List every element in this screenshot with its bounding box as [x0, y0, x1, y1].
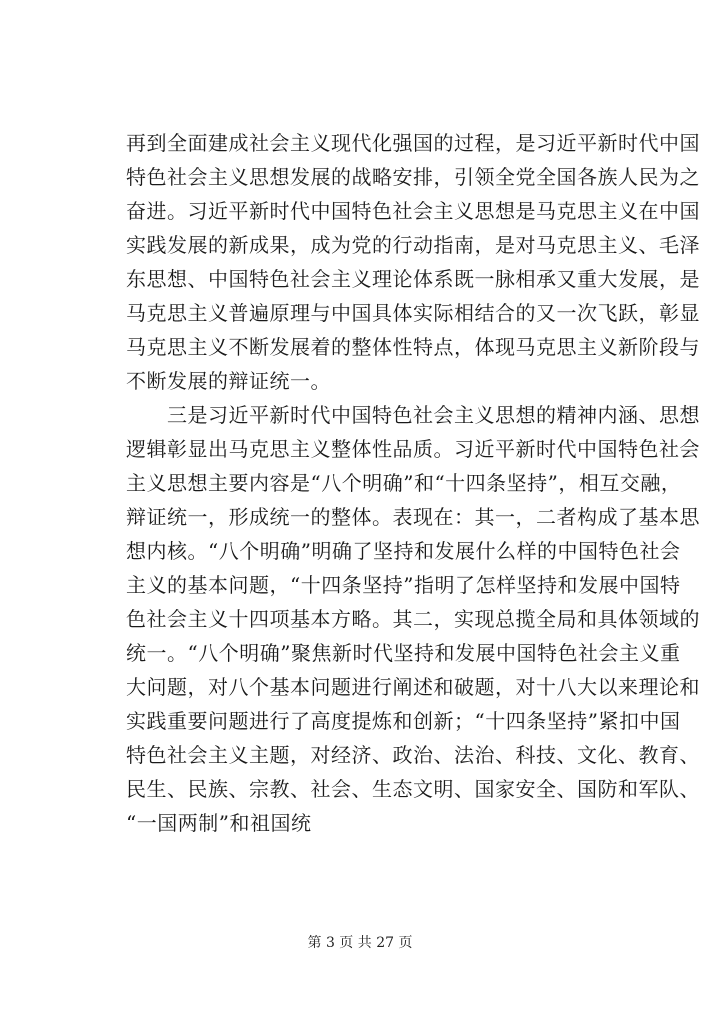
text-line: 主义思想主要内容是“八个明确”和“十四条坚持”，相互交融，: [126, 471, 682, 495]
text-line: 大问题，对八个基本问题进行阐述和破题，对十八大以来理论和: [126, 675, 700, 699]
text-line: 实践重要问题进行了高度提炼和创新；“十四条坚持”紧扣中国: [126, 709, 681, 733]
text-line: 主义的基本问题，“十四条坚持”指明了怎样坚持和发展中国特: [126, 573, 681, 597]
text-line: 统一。“八个明确”聚焦新时代坚持和发展中国特色社会主义重: [126, 641, 681, 665]
text-line: 马克思主义普遍原理与中国具体实际相结合的又一次飞跃，彰显: [126, 301, 700, 325]
text-line: 实践发展的新成果，成为党的行动指南，是对马克思主义、毛泽: [126, 233, 700, 257]
text-line: 辩证统一，形成统一的整体。表现在：其一，二者构成了基本思: [126, 505, 700, 529]
text-line: 想内核。“八个明确”明确了坚持和发展什么样的中国特色社会: [126, 539, 681, 563]
text-line: 马克思主义不断发展着的整体性特点，体现马克思主义新阶段与: [126, 335, 700, 359]
text-line: 色社会主义十四项基本方略。其二，实现总揽全局和具体领域的: [126, 607, 700, 631]
text-line: 三是习近平新时代中国特色社会主义思想的精神内涵、思想: [126, 403, 700, 427]
text-line: “一国两制”和祖国统: [126, 811, 312, 835]
text-line: 奋进。习近平新时代中国特色社会主义思想是马克思主义在中国: [126, 199, 700, 223]
text-line: 特色社会主义主题，对经济、政治、法治、科技、文化、教育、: [126, 743, 700, 767]
text-line: 逻辑彰显出马克思主义整体性品质。习近平新时代中国特色社会: [126, 437, 700, 461]
page-number-footer: 第 3 页 共 27 页: [307, 935, 413, 951]
text-line: 再到全面建成社会主义现代化强国的过程，是习近平新时代中国: [126, 131, 700, 155]
text-line: 民生、民族、宗教、社会、生态文明、国家安全、国防和军队、: [126, 777, 700, 801]
text-line: 特色社会主义思想发展的战略安排，引领全党全国各族人民为之: [126, 165, 700, 189]
text-line: 东思想、中国特色社会主义理论体系既一脉相承又重大发展，是: [126, 267, 700, 291]
text-line: 不断发展的辩证统一。: [126, 369, 331, 393]
body-text: [126, 126, 700, 840]
